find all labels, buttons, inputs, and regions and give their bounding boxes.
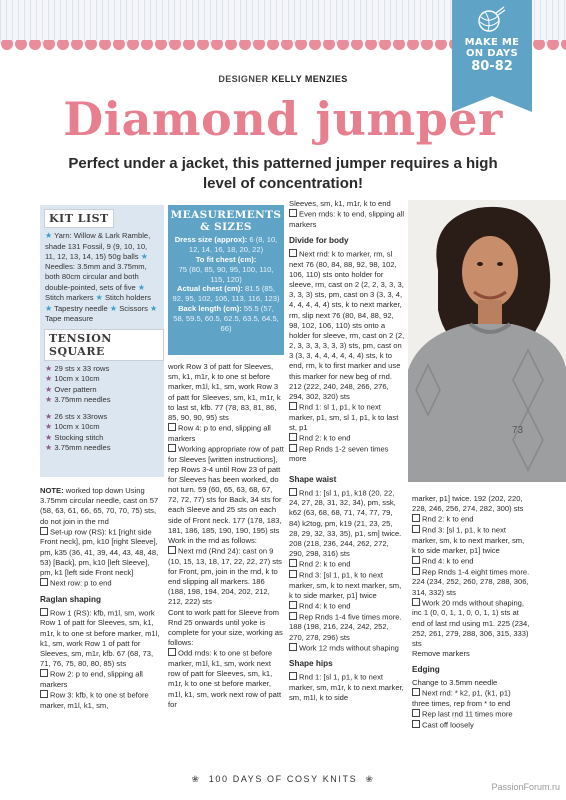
waist-heading: Shape waist: [289, 474, 337, 484]
tension-item: ★ 29 sts x 33 rows: [45, 363, 110, 373]
page-subtitle: Perfect under a jacket, this patterned jumper requires a high level of concentration!: [68, 155, 498, 192]
raglan-row1: Row 1 (RS): kfb, m1l, sm, work Row 1 of patt for Sleeves, sm, k1, m1r, k to one st before marker, m1l, k1, sm, work Row 1 of patt for Sleeves, sm, m1r, kfb. 67 (68, 73, 71, 76, 75, 80, 80, 85) sts: [40, 608, 160, 669]
measurements-heading: MEASUREMENTS & SIZES: [170, 209, 282, 234]
kit-tapestry-needle: Tapestry needle: [54, 303, 108, 313]
remove-markers: Remove markers: [412, 649, 470, 659]
tension-item: ★ 3.75mm needles: [45, 443, 111, 453]
designer-credit: [0, 74, 566, 84]
checkbox[interactable]: [289, 672, 297, 680]
actual-chest-value: 81.5 (85, 92, 95, 102, 106, 113, 116, 123): [172, 284, 280, 304]
hips-rnd2: Rnd 2: k to end: [422, 514, 474, 524]
star-icon: ★: [45, 422, 55, 432]
checkbox[interactable]: [168, 423, 176, 431]
col4-continued: marker, p1] twice. 192 (202, 220, 228, 246, 256, 274, 282, 300) sts: [412, 494, 524, 514]
designer-name: KELLY MENZIES: [271, 74, 348, 84]
kit-stitch-holders: Stitch holders: [104, 293, 151, 303]
badge-line1: MAKE ME: [464, 37, 520, 48]
waist-work: Work 12 rnds without shaping: [299, 643, 399, 653]
column-2: [168, 362, 284, 710]
star-icon: ★: [45, 432, 55, 442]
checkbox[interactable]: [289, 249, 297, 257]
next-rnd-24: Next rnd (Rnd 24): cast on 9 (10, 15, 13, 18, 17, 22, 22, 27) sts for Front, pm, join in the rnd, k to end slipping all markers. 186 (188, 198, 194, 204, 202, 212, 212, 222) sts: [168, 546, 282, 607]
tension-item: ★ 3.75mm needles: [45, 395, 111, 405]
checkbox[interactable]: [168, 546, 176, 554]
dress-size-value: 6 (8, 10, 12, 14, 16, 18, 20, 22): [188, 235, 278, 254]
col2-continued: work Row 3 of patt for Sleeves, sm, k1, m1r, k to one st before marker, m1l, k1, sm, work Row 3 of patt for Sleeves, sm, k1, m1r, k to last st, kfb. 77 (78, 83, 81, 86, 85, 90, 90, 95) sts: [168, 362, 281, 422]
checkbox[interactable]: [289, 612, 297, 620]
checkbox[interactable]: [289, 402, 297, 410]
body-rnd2: Rnd 2: k to end: [299, 433, 351, 443]
checkbox[interactable]: [168, 648, 176, 656]
checkbox[interactable]: [412, 688, 420, 696]
body-rnd1: Rnd 1: sl 1, p1, k to next marker, p1, sm, sl 1, p1, k to last st, p1: [289, 402, 399, 432]
star-icon: ★: [95, 293, 103, 303]
divide-text: Next rnd: k to marker, rm, sl next 76 (80, 84, 88, 92, 98, 102, 106, 110) sts onto holder for sleeve, rm, cast on 2 (2, 2, 3, 3, 3, 3, 3, 3) sts, pm, cast on 3 (3, 3, 4, 4, 4, 4, 4, 4) sts, k to next marker, rm, slip next 76 (80, 84, 88, 92, 98, 102, 106, 110) sts onto a holder for sleeve, rm, cast on 2 (2, 2, 3, 3, 3, 3, 3, 3) sts, pm, cast on 3 (3, 3, 4, 4, 4, 4, 4, 4) sts, k to end, rm, k to first marker and use this marker for new beg of rnd. 212 (222, 240, 248, 266, 276, 294, 302, 320) sts: [289, 249, 405, 401]
days-badge-text: [452, 38, 532, 74]
tension-item: ★ Over pattern: [45, 384, 97, 394]
measurements-text: [168, 233, 284, 334]
model-photo: [408, 200, 566, 482]
checkbox[interactable]: [412, 514, 420, 522]
waist-rnd3: Rnd 3: [sl 1, p1, k to next marker, sm, k to next marker, sm, k to side marker, p1] twice: [289, 570, 402, 600]
row4: Row 4: p to end, slipping all markers: [168, 423, 271, 443]
star-icon: ★: [45, 384, 55, 394]
waist-rnd1: Rnd 1: [sl 1, p1, k18 (20, 22, 24, 27, 28, 31, 32, 34), pm, ssk, k62 (63, 68, 68, 71, 74, 77, 79, 84) k2tog, pm, k19 (21, 23, 25, 28, 29, 32, 33, 35), p1, sm] twice. 208 (218, 236, 244, 262, 272, 290, 298, 316) sts: [289, 488, 402, 559]
star-icon: ★: [45, 363, 55, 373]
checkbox[interactable]: [168, 444, 176, 452]
divide-heading: Divide for body: [289, 236, 349, 246]
star-icon: ★: [109, 303, 118, 313]
edging-heading: Edging: [412, 665, 440, 675]
checkbox[interactable]: [412, 556, 420, 564]
checkbox[interactable]: [289, 209, 297, 217]
checkbox[interactable]: [40, 608, 48, 616]
badge-line2: ON DAYS: [466, 47, 518, 59]
kit-yarn: Yarn: Willow & Lark Ramble, shade 131 Fossil, 9 (9, 10, 10, 11, 12, 13, 14, 15) 50g balls: [45, 231, 151, 261]
star-icon: ★: [45, 231, 53, 240]
checkbox[interactable]: [289, 601, 297, 609]
even-rnds: Even rnds: k to end, slipping all markers: [289, 209, 405, 229]
actual-chest-label: Actual chest (cm):: [177, 284, 243, 294]
page-footer: [0, 774, 566, 785]
raglan-row3: Row 3: kfb, k to one st before marker, m1l, k1, sm,: [40, 690, 149, 710]
kit-needles: Needles: 3.5mm and 3.75mm, both 80cm circular and both double-pointed, sets of five: [45, 262, 147, 292]
hips-rep: Rep Rnds 1-4 eight times more. 224 (234, 252, 260, 278, 288, 306, 314, 332) sts: [412, 567, 530, 597]
odd-rnds: Odd rnds: k to one st before marker, m1l, k1, sm, work next row of patt for Sleeves, sm, k1, m1r, k to one st before marker, m1l, k1, sm, work next row of patt for: [168, 648, 282, 709]
note-label: NOTE:: [40, 486, 64, 495]
raglan-heading: Raglan shaping: [40, 594, 101, 604]
tension-group-1: [40, 364, 164, 406]
tension-item: ★ 10cm x 10cm: [45, 422, 100, 432]
edging-next: Next rnd: * k2, p1, (k1, p1) three times, rep from * to end: [412, 688, 511, 709]
page-number: 73: [512, 425, 524, 436]
page-title: Diamond jumper: [63, 92, 503, 146]
yarn-ball-icon: [476, 6, 506, 34]
footer-text: 100 DAYS OF COSY KNITS: [208, 774, 358, 784]
kit-stitch-markers: Stitch markers: [45, 293, 94, 303]
hips-heading: Shape hips: [289, 659, 333, 669]
checkbox[interactable]: [412, 567, 420, 575]
star-icon: ★: [150, 303, 158, 313]
edging-rep: Rep last rnd 11 times more: [422, 709, 513, 719]
waist-rep: Rep Rnds 1-4 five times more. 188 (198, 216, 224, 242, 252, 270, 278, 296) sts: [289, 612, 402, 642]
dress-size-label: Dress size (approx):: [174, 235, 248, 245]
tension-item: ★ 26 sts x 33rows: [45, 411, 108, 421]
kit-scissors: Scissors: [119, 303, 148, 313]
hips-rnd1: Rnd 1: [sl 1, p1, k to next marker, sm, m1r, k to next marker, sm, m1l, k to side: [289, 672, 404, 703]
checkbox[interactable]: [289, 559, 297, 567]
checkbox[interactable]: [412, 709, 420, 717]
tension-group-2: [40, 412, 164, 454]
kit-list-heading: KIT LIST: [44, 209, 114, 228]
checkbox[interactable]: [412, 720, 420, 728]
flower-icon: ❀: [365, 774, 375, 784]
hips-rnd4: Rnd 4: k to end: [422, 556, 474, 566]
next-row: Next row: p to end: [50, 578, 112, 588]
col3-continued: Sleeves, sm, k1, m1r, k to end: [289, 199, 391, 208]
checkbox[interactable]: [289, 570, 297, 578]
checkbox[interactable]: [40, 527, 48, 535]
note-text: worked top down Using 3.75mm circular needle, cast on 57 (58, 63, 61, 66, 65, 70, 70, 75) sts, do not join in the rnd: [40, 486, 159, 526]
badge-days: 80-82: [471, 59, 513, 74]
work-in-rnd: Work in the rnd as follows:: [168, 535, 257, 545]
star-icon: ★: [45, 303, 53, 313]
checkbox[interactable]: [289, 488, 297, 496]
checkbox[interactable]: [412, 525, 420, 533]
star-icon: ★: [45, 443, 55, 453]
hips-work20: Work 20 rnds without shaping, inc 1 (0, 0, 1, 1, 0, 0, 1, 1) sts at end of last rnd using m1. 225 (234, 252, 261, 279, 288, 306, 315, 333) sts: [412, 598, 530, 648]
edging-cast-off: Cast off loosely: [422, 720, 474, 730]
star-icon: ★: [137, 282, 146, 292]
setup-row: Set-up row (RS): k1 [right side Front neck], pm, k10 [right Sleeve], pm, k35 (36, 41, 39, 44, 43, 48, 48, 53) [Back], pm, k10 [left Sleeve], pm, k1 [left side Front neck]: [40, 527, 159, 577]
star-icon: ★: [45, 411, 55, 421]
tension-item: ★ 10cm x 10cm: [45, 374, 100, 384]
raglan-row2: Row 2: p to end, slipping all markers: [40, 669, 143, 689]
star-icon: ★: [45, 374, 55, 384]
fit-chest-value: 75 (80, 85, 90, 95, 100, 110, 115, 120): [178, 264, 274, 284]
tension-item: ★ Stocking stitch: [45, 432, 104, 442]
star-icon: ★: [140, 251, 148, 261]
kit-list-items: [40, 228, 164, 325]
checkbox[interactable]: [289, 643, 297, 651]
checkbox[interactable]: [289, 444, 297, 452]
hips-rnd3: Rnd 3: [sl 1, p1, k to next marker, sm, k to next marker, sm, k to side marker, p1] twice: [412, 525, 525, 555]
back-length-value: 55.5 (57, 58, 59.5, 60.5, 62.5, 63.5, 64.5, 66): [173, 304, 279, 333]
body-rep: Rep Rnds 1-2 seven times more: [289, 444, 389, 464]
cont-text: Cont to work patt for Sleeve from Rnd 25 onwards until yoke is complete for your size, working as follows:: [168, 607, 283, 648]
waist-rnd4: Rnd 4: k to end: [299, 601, 351, 611]
kit-list-box: [40, 205, 164, 477]
fit-chest-label: To fit chest (cm):: [195, 254, 257, 264]
watermark: PassionForum.ru: [491, 782, 560, 792]
flower-icon: ❀: [191, 774, 201, 784]
measurements-box: [168, 205, 284, 355]
checkbox[interactable]: [40, 578, 48, 586]
star-icon: ★: [45, 395, 55, 405]
edging-change: Change to 3.5mm needle: [412, 678, 498, 688]
checkbox[interactable]: [412, 598, 420, 606]
designer-prefix: DESIGNER: [218, 74, 269, 84]
back-length-label: Back length (cm):: [178, 304, 242, 314]
checkbox[interactable]: [40, 669, 48, 677]
waist-rnd2: Rnd 2: k to end: [299, 559, 351, 569]
checkbox[interactable]: [40, 690, 48, 698]
kit-tape-measure: Tape measure: [45, 314, 94, 324]
checkbox[interactable]: [289, 433, 297, 441]
tension-heading: TENSION SQUARE: [44, 329, 164, 361]
working-text: Working appropriate row of patt for Sleeves [written instructions], rep Rows 3-4 until Row 23 of patt for Sleeves has been worked, do not turn. 59 (60, 65, 63, 68, 67, 72, 72, 77) sts for Back, 34 sts for each Sleeve and 25 sts on each side of Front neck. 177 (178, 183, 181, 186, 185, 190, 190, 195) sts: [168, 444, 284, 535]
column-3: [289, 199, 405, 703]
column-1: [40, 486, 162, 711]
column-4: [412, 494, 530, 731]
